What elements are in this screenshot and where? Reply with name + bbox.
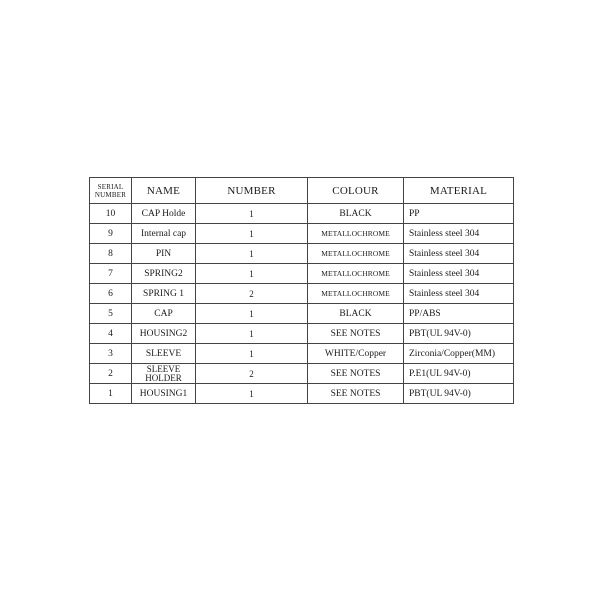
cell-name: Internal cap xyxy=(132,224,196,244)
table-row xyxy=(90,224,514,244)
cell-number: 1 xyxy=(196,304,308,324)
cell-serial: 2 xyxy=(90,364,132,384)
cell-colour: WHITE/Copper xyxy=(308,344,404,364)
cell-name: CAP Holde xyxy=(132,204,196,224)
cell-name: PIN xyxy=(132,244,196,264)
cell-serial: 3 xyxy=(90,344,132,364)
cell-number: 1 xyxy=(196,204,308,224)
parts-list-table xyxy=(89,177,514,404)
cell-number: 1 xyxy=(196,384,308,404)
cell-material: Stainless steel 304 xyxy=(404,264,514,284)
cell-serial: 1 xyxy=(90,384,132,404)
header-serial-number: SERIAL NUMBER xyxy=(90,178,132,204)
cell-colour: SEE NOTES xyxy=(308,324,404,344)
cell-number: 2 xyxy=(196,284,308,304)
cell-colour: SEE NOTES xyxy=(308,384,404,404)
header-name: NAME xyxy=(132,178,196,204)
cell-name: HOUSING1 xyxy=(132,384,196,404)
cell-serial: 4 xyxy=(90,324,132,344)
cell-number: 1 xyxy=(196,324,308,344)
cell-material: PBT(UL 94V-0) xyxy=(404,324,514,344)
table-row xyxy=(90,304,514,324)
cell-serial: 8 xyxy=(90,244,132,264)
table-row xyxy=(90,244,514,264)
cell-serial: 6 xyxy=(90,284,132,304)
cell-colour: SEE NOTES xyxy=(308,364,404,384)
cell-number: 2 xyxy=(196,364,308,384)
cell-name: SPRING2 xyxy=(132,264,196,284)
cell-material: Stainless steel 304 xyxy=(404,244,514,264)
cell-colour: METALLOCHROME xyxy=(308,224,404,244)
cell-material: PBT(UL 94V-0) xyxy=(404,384,514,404)
cell-name: SPRING 1 xyxy=(132,284,196,304)
header-colour: COLOUR xyxy=(308,178,404,204)
cell-number: 1 xyxy=(196,244,308,264)
cell-number: 1 xyxy=(196,224,308,244)
cell-serial: 9 xyxy=(90,224,132,244)
cell-colour: BLACK xyxy=(308,304,404,324)
cell-colour: METALLOCHROME xyxy=(308,284,404,304)
table-row xyxy=(90,284,514,304)
cell-name: SLEEVE HOLDER xyxy=(132,364,196,384)
cell-number: 1 xyxy=(196,264,308,284)
cell-material: PP/ABS xyxy=(404,304,514,324)
cell-name: SLEEVE xyxy=(132,344,196,364)
cell-colour: METALLOCHROME xyxy=(308,264,404,284)
cell-colour: METALLOCHROME xyxy=(308,244,404,264)
cell-serial: 7 xyxy=(90,264,132,284)
table-header-row xyxy=(90,178,514,204)
table-row xyxy=(90,384,514,404)
table-row xyxy=(90,324,514,344)
cell-colour: BLACK xyxy=(308,204,404,224)
cell-name: CAP xyxy=(132,304,196,324)
table-row xyxy=(90,204,514,224)
cell-material: Stainless steel 304 xyxy=(404,224,514,244)
header-material: MATERIAL xyxy=(404,178,514,204)
header-number: NUMBER xyxy=(196,178,308,204)
table-row xyxy=(90,364,514,384)
cell-serial: 10 xyxy=(90,204,132,224)
cell-material: PP xyxy=(404,204,514,224)
table-row xyxy=(90,264,514,284)
cell-material: P.E1(UL 94V-0) xyxy=(404,364,514,384)
table-row xyxy=(90,344,514,364)
cell-material: Zirconia/Copper(MM) xyxy=(404,344,514,364)
cell-material: Stainless steel 304 xyxy=(404,284,514,304)
cell-number: 1 xyxy=(196,344,308,364)
cell-serial: 5 xyxy=(90,304,132,324)
cell-name: HOUSING2 xyxy=(132,324,196,344)
